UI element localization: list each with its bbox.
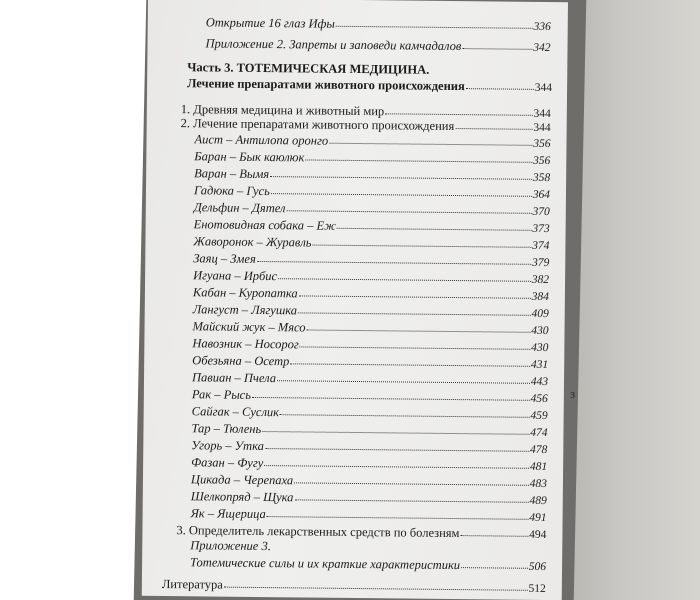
- leader-dots: [294, 472, 529, 485]
- toc-entry-text: Аист – Антилопа оронго: [194, 132, 329, 148]
- leader-dots: [290, 353, 530, 367]
- toc-entry-text: Игуана – Ирбис: [193, 268, 278, 284]
- leader-dots: [385, 103, 532, 116]
- toc-page-number: 356: [533, 154, 551, 168]
- leader-dots: [278, 268, 531, 282]
- toc-page-number: 370: [532, 205, 550, 219]
- toc-section-text: 3. Определитель лекарственных средств по болезням: [176, 523, 460, 541]
- leader-dots: [461, 557, 528, 569]
- toc-entry-text: Заяц – Змея: [193, 251, 256, 266]
- appendix-heading: [190, 538, 490, 556]
- toc-entry-text: Фазан – Фугу: [191, 455, 264, 471]
- toc-page-number: 491: [529, 511, 547, 525]
- appendix-subtitle: Тотемические силы и их краткие характеристики: [190, 555, 461, 573]
- appendix-entry: [190, 555, 546, 575]
- table-of-contents: [142, 0, 568, 600]
- toc-entry-text: Енотовидная собака – Еж: [193, 217, 336, 233]
- toc-page-number: 430: [531, 341, 549, 355]
- leader-dots: [305, 149, 532, 162]
- toc-item-text: Открытие 16 глаз Ифы: [205, 15, 335, 31]
- toc-item-top-2: [205, 36, 550, 56]
- toc-page-number: 356: [533, 137, 551, 151]
- toc-page-number: 430: [531, 324, 549, 338]
- leader-dots: [270, 166, 532, 180]
- leader-dots: [329, 133, 532, 146]
- toc-entry-text: Жаворонок – Журавль: [193, 234, 312, 250]
- desk-surface-left: [0, 0, 150, 600]
- leader-dots: [265, 438, 529, 452]
- toc-page-number: 344: [534, 81, 553, 95]
- toc-entry-text: Шелкопряд – Щука: [190, 489, 294, 505]
- toc-page-number: 489: [529, 494, 547, 508]
- toc-page-number: 443: [530, 375, 549, 389]
- leader-dots: [286, 200, 531, 214]
- toc-entry-text: Тар – Тюлень: [191, 421, 262, 437]
- toc-item-top-1: [206, 15, 551, 35]
- toc-entry-text: Майский жук – Мясо: [192, 319, 306, 335]
- leader-dots: [264, 455, 529, 469]
- toc-entry-text: Угорь – Утка: [191, 438, 264, 454]
- part-subheading: [187, 76, 552, 96]
- part-subheading-text: Лечение препаратами животного происхождения: [187, 76, 465, 94]
- toc-page-number: 373: [532, 222, 550, 236]
- toc-section-text: 2. Лечение препаратами животного происхождения: [180, 116, 455, 134]
- appendix-title: Приложение 3.: [190, 538, 271, 554]
- toc-page-number: 344: [533, 121, 551, 135]
- toc-literature: [162, 577, 546, 597]
- leader-dots: [312, 235, 531, 248]
- toc-page-number: 342: [533, 41, 551, 55]
- toc-entry-text: Лангуст – Лягушка: [192, 302, 298, 318]
- leader-dots: [337, 218, 532, 231]
- leader-dots: [460, 525, 528, 537]
- book-page: [142, 0, 568, 600]
- toc-entry-text: Баран – Бык каюлюк: [194, 149, 305, 165]
- toc-item-text: Приложение 2. Запреты и заповеди камчадалов: [205, 36, 462, 54]
- adjacent-page-right: [565, 0, 700, 600]
- leader-dots: [280, 404, 529, 418]
- leader-dots: [257, 251, 531, 265]
- toc-literature-text: Литература: [161, 576, 223, 592]
- toc-page-number: 384: [531, 290, 549, 304]
- leader-dots: [298, 302, 531, 315]
- toc-page-number: 481: [529, 460, 548, 474]
- part-heading: Часть 3. ТОТЕМИЧЕСКАЯ МЕДИЦИНА.: [187, 60, 430, 77]
- toc-page-number: 431: [530, 358, 549, 372]
- toc-page-number: 474: [530, 426, 548, 440]
- toc-page-number: 374: [532, 239, 550, 253]
- toc-page-number: 336: [533, 20, 551, 34]
- toc-page-number: 379: [531, 256, 550, 270]
- toc-entry-text: Сайгак – Суслик: [191, 404, 280, 420]
- toc-page-number: 478: [529, 443, 548, 457]
- leader-dots: [466, 78, 534, 90]
- toc-entry-text: Рак – Рысь: [191, 387, 252, 402]
- toc-section-text: 1. Древняя медицина и животный мир: [180, 102, 385, 119]
- toc-entry-text: Кабан – Куропатка: [192, 285, 298, 301]
- leader-dots: [307, 319, 531, 332]
- adjacent-page-letter: з: [570, 386, 576, 401]
- leader-dots: [294, 489, 528, 502]
- toc-page-number: 364: [532, 188, 551, 202]
- leader-dots: [271, 183, 532, 197]
- toc-page-number: 506: [528, 560, 547, 574]
- toc-page-number: 483: [529, 477, 548, 491]
- toc-entry-text: Гадюка – Гусь: [193, 183, 270, 199]
- toc-entry-text: Дельфин – Дятел: [193, 200, 286, 216]
- toc-page-number: 382: [531, 273, 550, 287]
- toc-page-number: 344: [533, 107, 551, 121]
- leader-dots: [262, 421, 529, 435]
- toc-page-number: 494: [529, 528, 547, 542]
- leader-dots: [455, 118, 532, 130]
- toc-entry-text: Варан – Вымя: [194, 166, 270, 182]
- toc-page-number: 456: [530, 392, 548, 406]
- toc-entry-text: Павиан – Пчела: [191, 370, 277, 386]
- leader-dots: [300, 336, 530, 349]
- toc-page-number: 512: [528, 582, 546, 595]
- toc-entry-text: Як – Ящерица: [190, 506, 266, 522]
- toc-page-number: 459: [530, 409, 548, 423]
- toc-entry-text: Навозник – Носорог: [192, 336, 299, 352]
- leader-dots: [224, 577, 528, 591]
- leader-dots: [267, 506, 529, 520]
- toc-page-number: 409: [531, 307, 549, 321]
- leader-dots: [336, 16, 533, 29]
- leader-dots: [277, 370, 530, 384]
- toc-page-number: 358: [532, 171, 551, 185]
- leader-dots: [299, 285, 531, 298]
- toc-entry-text: Цикада – Черепаха: [190, 472, 294, 488]
- leader-dots: [462, 38, 532, 50]
- leader-dots: [252, 387, 530, 401]
- toc-entry-text: Обезьяна – Осетр: [192, 353, 290, 369]
